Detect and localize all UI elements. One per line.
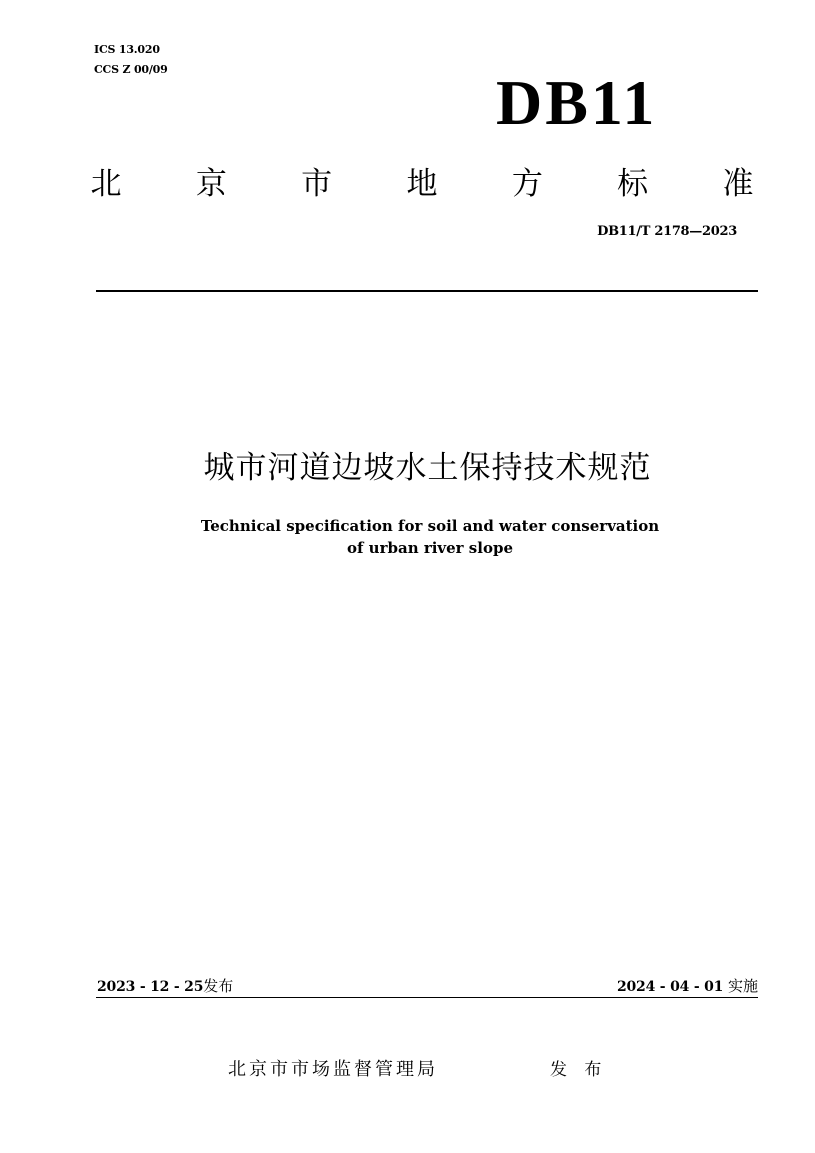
top-divider: [96, 290, 758, 292]
standard-type-char: 标: [617, 165, 649, 202]
ics-code: ICS 13.020: [94, 43, 160, 56]
ccs-code: CCS Z 00/09: [94, 63, 168, 76]
publisher-name: 北京市市场监督管理局: [228, 1059, 438, 1080]
issue-date-block: [97, 975, 233, 996]
bottom-divider: [96, 997, 758, 998]
standard-type-char: 京: [195, 165, 227, 202]
implementation-label: 实施: [727, 977, 758, 995]
standard-type-char: 地: [406, 165, 438, 202]
standard-type-char: 市: [301, 165, 333, 202]
english-title-line: of urban river slope: [347, 539, 513, 557]
publish-label: 发 布: [550, 1060, 608, 1080]
english-title: [0, 515, 815, 559]
standard-number: DB11/T 2178—2023: [597, 224, 737, 239]
implementation-date-block: [617, 975, 758, 996]
issue-label: 发布: [203, 977, 234, 995]
standard-type-heading: [86, 158, 758, 202]
english-title-line: Technical specification for soil and water conservation: [200, 517, 660, 535]
standard-type-char: 准: [722, 165, 754, 202]
standard-type-char: 北: [90, 165, 122, 202]
classification-codes: [94, 40, 168, 80]
chinese-title: 城市河道边坡水土保持技术规范: [203, 450, 652, 486]
standard-type-char: 方: [511, 165, 543, 202]
implementation-date: 2024 - 04 - 01: [616, 979, 724, 995]
issue-date: 2023 - 12 - 25: [97, 979, 204, 995]
db-standard-mark: DB11: [496, 67, 658, 138]
